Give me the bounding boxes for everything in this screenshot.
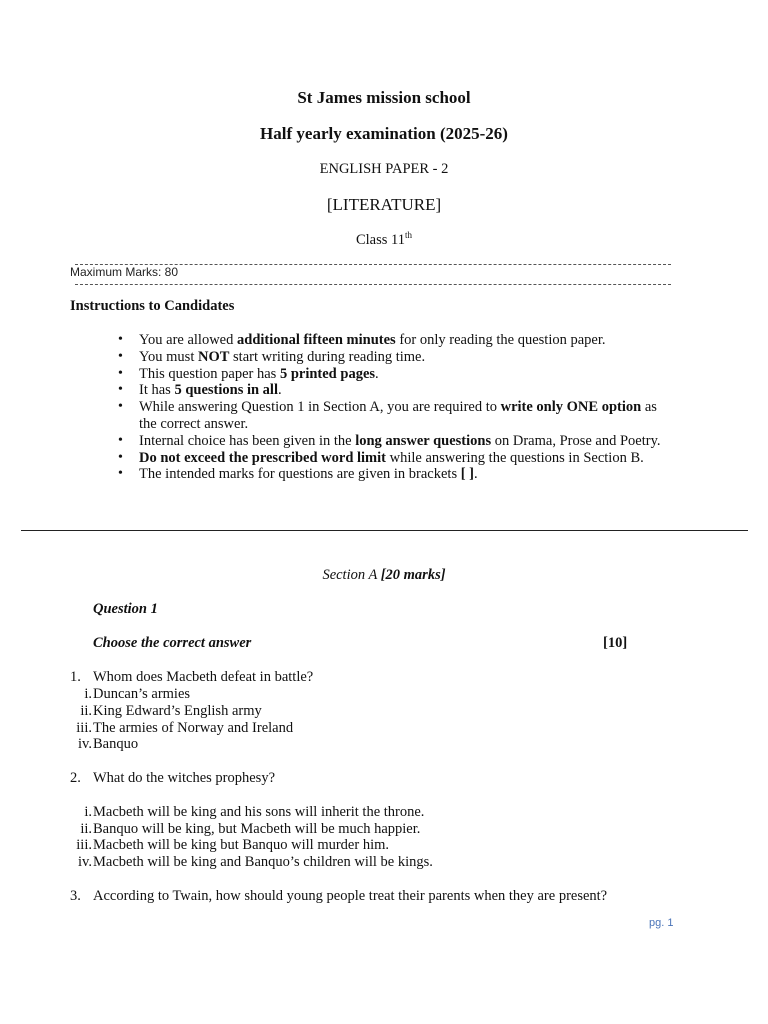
class-suffix: th (405, 230, 413, 240)
option-text: The armies of Norway and Ireland (93, 720, 294, 736)
option-text: Banquo will be king, but Macbeth will be much happier. (93, 821, 421, 837)
question-text: What do the witches prophesy? (93, 770, 276, 786)
option-item (0, 804, 768, 821)
option-item (0, 837, 768, 854)
instruction-item: • While answering Question 1 in Section A, you are required to write only ONE option as the correct answer. (118, 399, 663, 433)
question-number: 2. (70, 770, 81, 786)
option-text: Macbeth will be king but Banquo will murder him. (93, 837, 389, 853)
option-text: Banquo (93, 736, 139, 752)
class-label (0, 230, 768, 249)
instruction-item: • It has 5 questions in all. (118, 382, 663, 399)
option-item (0, 854, 768, 871)
instruction-item: • You are allowed additional fifteen minutes for only reading the question paper. (118, 332, 663, 349)
option-item (0, 720, 768, 737)
option-roman: iv. (78, 736, 92, 752)
question-text: According to Twain, how should young people treat their parents when they are present? (93, 888, 608, 904)
maximum-marks: Maximum Marks: 80 (70, 265, 179, 279)
option-item (0, 821, 768, 838)
dashed-divider-bottom (75, 284, 671, 285)
question-number: 3. (70, 888, 81, 904)
instruction-item: • Do not exceed the prescribed word limit while answering the questions in Section B. (118, 450, 663, 467)
instruction-item: • You must NOT start writing during reading time. (118, 349, 663, 366)
option-roman: iii. (76, 837, 92, 853)
instruction-item: • The intended marks for questions are given in brackets [ ]. (118, 466, 663, 483)
option-text: Macbeth will be king and Banquo’s children will be kings. (93, 854, 433, 870)
option-item (0, 736, 768, 753)
instructions-title: Instructions to Candidates (70, 298, 235, 314)
instructions-list (118, 332, 663, 483)
question-1-title: Question 1 (93, 601, 158, 617)
question-marks: [10] (603, 635, 628, 651)
option-text: Macbeth will be king and his sons will inherit the throne. (93, 804, 425, 820)
question-number: 1. (70, 669, 81, 685)
instruction-item: • Internal choice has been given in the long answer questions on Drama, Prose and Poetry. (118, 433, 663, 450)
option-roman: iv. (78, 854, 92, 870)
option-text: Duncan’s armies (93, 686, 191, 702)
section-a-heading: Section A [20 marks] (322, 567, 446, 583)
option-text: King Edward’s English army (93, 703, 262, 719)
option-roman: ii. (80, 821, 92, 837)
option-item (0, 686, 768, 703)
school-name: St James mission school (297, 88, 471, 107)
page-number: pg. 1 (649, 917, 674, 929)
question-text: Whom does Macbeth defeat in battle? (93, 669, 314, 685)
option-roman: iii. (76, 720, 92, 736)
subject-title: [LITERATURE] (326, 195, 442, 214)
exam-title: Half yearly examination (2025-26) (260, 124, 508, 143)
question-instruction: Choose the correct answer (93, 635, 252, 651)
section-divider (21, 530, 748, 531)
option-roman: i. (84, 804, 92, 820)
paper-title: ENGLISH PAPER - 2 (319, 161, 449, 177)
option-roman: i. (84, 686, 92, 702)
class-number: Class 11 (355, 231, 405, 248)
option-roman: ii. (80, 703, 92, 719)
option-item (0, 703, 768, 720)
instruction-item: • This question paper has 5 printed pages. (118, 366, 663, 383)
